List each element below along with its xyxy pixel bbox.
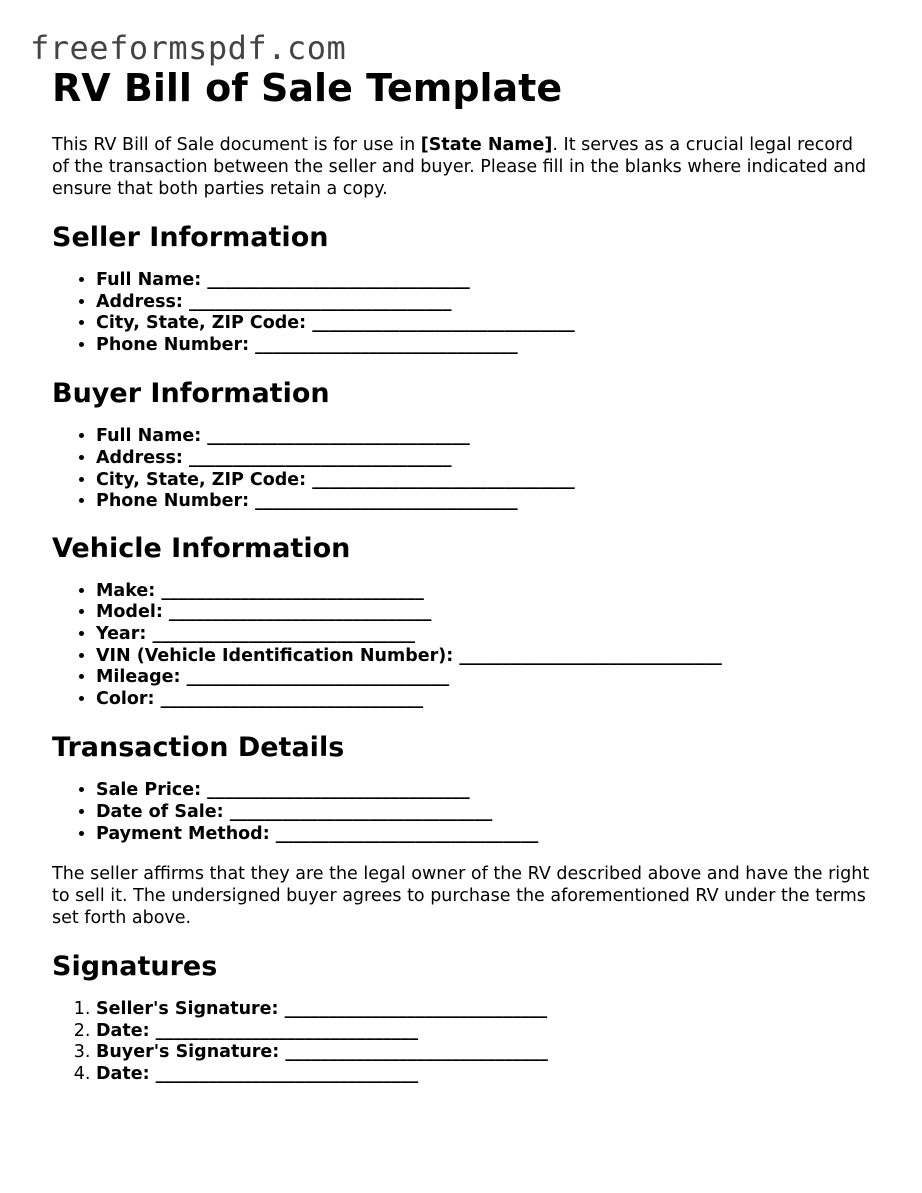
- buyer-signature-field: [96, 1042, 872, 1064]
- vehicle-model-field: • Model: ______________________________: [96, 602, 872, 624]
- date-of-sale-field: • Date of Sale: ______________________________: [96, 802, 872, 824]
- buyer-full-name-field: • Full Name: ______________________________: [96, 426, 872, 448]
- buyer-phone-field: • Phone Number: ______________________________: [96, 491, 872, 513]
- vehicle-make-field: • Make: ______________________________: [96, 581, 872, 603]
- seller-phone-field: • Phone Number: ______________________________: [96, 335, 872, 357]
- vehicle-year-field: • Year: ______________________________: [96, 624, 872, 646]
- intro-text-after: . It serves as a crucial legal record of the transaction between the seller and buyer. Please fill in the blanks where indicated and ensure that both parties retain a copy.: [52, 135, 867, 199]
- seller-section-heading: Seller Information: [52, 222, 329, 253]
- seller-date-field: [96, 1021, 872, 1043]
- buyer-fields-list: [52, 426, 872, 512]
- document-body: [52, 66, 872, 1085]
- seller-signature-field: [96, 999, 872, 1021]
- seller-city-state-zip-field: • City, State, ZIP Code: ______________________________: [96, 313, 872, 335]
- vehicle-section-heading: Vehicle Information: [52, 532, 351, 564]
- site-watermark: freeformspdf.com: [30, 29, 347, 67]
- intro-text-before: This RV Bill of Sale document is for use in: [52, 135, 421, 155]
- vehicle-color-field: • Color: ______________________________: [96, 689, 872, 711]
- signatures-list: [52, 999, 872, 1085]
- seller-fields-list: [52, 270, 872, 356]
- vehicle-mileage-field: • Mileage: ______________________________: [96, 667, 872, 689]
- transaction-fields-list: [52, 780, 872, 845]
- buyer-date-label: Date: ______________________________: [96, 1063, 419, 1084]
- ownership-statement: The seller affirms that they are the legal owner of the RV described above and have the right to sell it. The undersigned buyer agrees to purchase the aforementioned RV under the terms set forth above.: [52, 864, 870, 929]
- seller-date-label: Date: ______________________________: [96, 1020, 419, 1041]
- page-title: RV Bill of Sale Template: [52, 66, 563, 110]
- payment-method-field: • Payment Method: ______________________________: [96, 824, 872, 846]
- buyer-address-field: • Address: ______________________________: [96, 448, 872, 470]
- sale-price-field: • Sale Price: ______________________________: [96, 780, 872, 802]
- buyer-section-heading: Buyer Information: [52, 378, 330, 410]
- buyer-signature-label: Buyer's Signature: ______________________________: [96, 1042, 548, 1063]
- state-name-placeholder: [State Name]: [420, 135, 553, 155]
- transaction-section-heading: Transaction Details: [52, 732, 345, 764]
- buyer-date-field: [96, 1064, 872, 1086]
- seller-address-field: • Address: ______________________________: [96, 292, 872, 314]
- signatures-section-heading: Signatures: [52, 951, 218, 983]
- buyer-city-state-zip-field: • City, State, ZIP Code: ______________________________: [96, 470, 872, 492]
- vehicle-vin-field: • VIN (Vehicle Identification Number): ______________________________: [96, 646, 872, 668]
- intro-paragraph: [52, 134, 872, 200]
- seller-signature-label: Seller's Signature: ______________________________: [96, 999, 548, 1020]
- seller-full-name-field: • Full Name: ______________________________: [96, 270, 872, 292]
- vehicle-fields-list: [52, 581, 872, 711]
